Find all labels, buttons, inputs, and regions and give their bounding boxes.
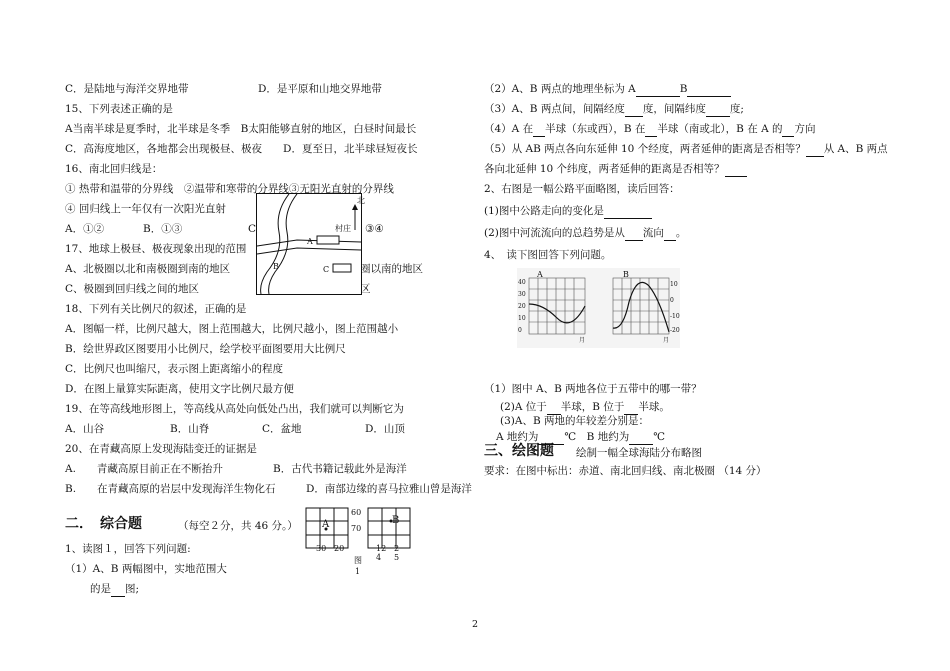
lon-20-label: 20	[334, 544, 345, 553]
chart-b-tick: 0	[670, 297, 674, 304]
r-text: 半球，B 位于	[560, 401, 625, 413]
chart-b-tick: 10	[670, 281, 678, 288]
north-label: 北	[357, 196, 365, 205]
r-text: (2)图中河流流向的总趋势是从	[484, 227, 625, 239]
q18-option-b: B．绘世界政区图要用小比例尺，绘学校平面图要用大比例尺	[65, 343, 346, 355]
r-text: 方向	[794, 123, 816, 135]
r-text: 半球。	[638, 401, 670, 413]
r-text: （4）A 在	[484, 123, 534, 135]
section-3-requirements: 要求：在图中标出：赤道、南北回归线、南北极圈 （14 分）	[484, 465, 767, 477]
r-q5-north	[484, 162, 747, 177]
page-number: 2	[472, 619, 479, 630]
lon-2-label: 2	[394, 544, 400, 553]
q15-options-cd: C．高海度地区，各地都会出现极昼、极夜 D．夏至日，北半球昼短夜长	[65, 143, 418, 155]
r-q4-part2	[500, 400, 670, 415]
q20-stem: 20、在青藏高原上发现海陆变迁的证据是	[65, 443, 257, 455]
point-b-label: B	[273, 262, 279, 271]
lat-60-label: 60	[351, 508, 362, 517]
point-a-label: A	[307, 237, 313, 246]
q15-stem: 15、下列表述正确的是	[65, 103, 173, 115]
chart-a-tick: 40	[518, 279, 526, 286]
village-label: 村庄	[335, 224, 351, 233]
chart-a-tick: 10	[518, 315, 526, 322]
q18-option-d: D．在图上量算实际距离，使用文字比例尺最方便	[65, 383, 294, 395]
r-text: B	[679, 83, 688, 95]
r-text: 半球（东或西），B 在	[545, 123, 646, 135]
section-3-note: 绘制一幅全球海陆分布略图	[576, 447, 702, 459]
q16-option-c: C	[248, 223, 257, 235]
r-q3-interval	[484, 102, 744, 117]
answer-blank[interactable]	[636, 82, 680, 97]
figure-1-number: 1	[355, 567, 361, 576]
q20-option-b: B．古代书籍记载此外是海洋	[273, 463, 407, 475]
q16-option-d: ③④	[365, 223, 384, 235]
q16-statements-2: ④ 回归线上一年仅有一次阳光直射	[65, 203, 226, 215]
r-q5-east	[484, 142, 888, 157]
answer-blank[interactable]	[624, 400, 638, 415]
q16-option-b: B．①③	[143, 223, 183, 235]
r-q2-road	[484, 204, 652, 219]
section-2-note: （每空２分，共 46 分。）	[178, 520, 298, 532]
q17-stem: 17、地球上极昼、极夜现象出现的范围	[65, 243, 247, 255]
chart-a-tick: 20	[518, 303, 526, 310]
q17-option-c: C、极圈到回归线之间的地区	[65, 283, 200, 295]
q17-option-a: A、北极圈以北和南极圈到南的地区	[65, 263, 231, 275]
r-text: (1)图中公路走向的变化是	[484, 205, 604, 217]
answer-blank[interactable]	[547, 400, 561, 415]
answer-blank[interactable]	[725, 162, 747, 177]
r-q2-river	[484, 226, 686, 241]
r-text: （3）A、B 两点间，间隔经度	[484, 103, 625, 115]
q20-option-d: D．南部边缘的喜马拉雅山曾是海洋	[306, 483, 472, 495]
q17-option-d: 区	[360, 283, 371, 295]
chart-a-tick: 0	[518, 327, 522, 334]
q18-stem: 18、下列有关比例尺的叙述，正确的是	[65, 303, 247, 315]
q16-stem: 16、南北回归线是：	[65, 163, 163, 175]
chart-b-label: B	[623, 270, 629, 279]
r-text: 从 A、B 两点	[823, 143, 888, 155]
r-text: 度;	[729, 103, 744, 115]
answer-blank[interactable]	[625, 102, 643, 117]
q16-option-a: A．①②	[65, 223, 105, 235]
q18-option-c: C．比例尺也叫缩尺，表示图上距离缩小的程度	[65, 363, 284, 375]
chart-b-month-unit: 月	[663, 337, 670, 344]
r-q4-part1: （1）图中 A、B 两地各位于五带中的哪一带？	[484, 383, 702, 395]
q16-statements-1: ① 热带和温带的分界线 ②温带和寒带的分界线③无阳光直射的分界线	[65, 183, 394, 195]
chart-a-tick: 30	[518, 291, 526, 298]
r-text: ℃	[653, 431, 665, 443]
answer-blank[interactable]	[782, 122, 794, 137]
s2-q1-stem: 1、读图１，回答下列问题:	[65, 543, 191, 555]
s2-q1-text: 图;	[125, 583, 140, 595]
lat-70-label: 70	[351, 524, 362, 533]
figure-1	[304, 506, 414, 578]
q14-option-c: C．是陆地与海洋交界地带	[65, 83, 189, 95]
q19-option-c: C．盆地	[262, 423, 302, 435]
section-2-title: 二． 综合题	[65, 516, 142, 532]
lon-12-label: 12	[376, 544, 387, 553]
answer-blank[interactable]	[533, 122, 545, 137]
road-map-figure	[256, 193, 365, 295]
lon-4-label: 4	[376, 553, 382, 562]
grid-a-label: A	[322, 519, 330, 530]
r-text: 半球（南或北），B 在 A 的	[657, 123, 783, 135]
climate-chart-figure	[517, 268, 680, 348]
r-q4-part3: (3)A、B 两地的年较差分别是：	[500, 415, 650, 427]
answer-blank[interactable]	[645, 122, 657, 137]
q20-option-c: B. 在青藏高原的岩层中发现海洋生物化石	[65, 483, 276, 495]
q15-options-ab: A当南半球是夏季时，北半球是冬季 B太阳能够直射的地区，白昼时间最长	[65, 123, 417, 135]
q20-option-a: A. 青藏高原目前正在不断抬升	[65, 463, 223, 475]
grid-b-label: B	[392, 515, 400, 526]
answer-blank[interactable]	[629, 430, 653, 445]
q19-option-a: A．山谷	[65, 423, 105, 435]
point-c-label: C	[323, 265, 330, 274]
chart-a-label: A	[537, 270, 543, 279]
r-text: 度，间隔纬度	[642, 103, 706, 115]
answer-blank[interactable]	[111, 582, 125, 597]
lon-30-label: 30	[316, 544, 327, 553]
chart-b-tick: -20	[670, 327, 680, 334]
answer-blank[interactable]	[706, 102, 730, 117]
climate-chart-drawing	[517, 268, 680, 348]
q19-option-b: B．山脊	[170, 423, 210, 435]
r-q4-stem: 4、 读下图回答下列问题。	[484, 249, 612, 261]
s2-q1-part1-cont	[90, 582, 139, 597]
answer-blank[interactable]	[806, 142, 824, 157]
s2-q1-part1: （1）A、B 两幅图中，实地范围大	[65, 563, 227, 575]
q18-option-a: A．图幅一样，比例尺越大，图上范围越大，比例尺越小，图上范围越小	[65, 323, 399, 335]
r-text: 流向	[642, 227, 664, 239]
r-text: （5）从 AB 两点各向东延伸 10 个经度，两者延伸的距离是否相等？	[484, 143, 806, 155]
r-text: (2)A 位于	[500, 401, 547, 413]
r-text: A 地约为	[496, 431, 539, 443]
r-q2-coords	[484, 82, 731, 97]
figure-1-caption: 图	[354, 556, 362, 565]
r-q2-stem: 2、右图是一幅公路平面略图，读后回答：	[484, 183, 680, 195]
r-text: 各向北延伸 10 个纬度，两者延伸的距离是否相等？	[484, 163, 725, 175]
s2-q1-text: 的是	[90, 583, 111, 595]
r-text: ℃ B 地约为	[564, 431, 630, 443]
r-text: （2）A、B 两点的地理坐标为 A	[484, 83, 636, 95]
r-q4-hemisphere	[484, 122, 815, 137]
chart-b-tick: -10	[670, 313, 680, 320]
section-3-title: 三、绘图题	[484, 443, 554, 459]
q17-option-b: 圈以南的地区	[360, 263, 423, 275]
answer-blank[interactable]	[604, 204, 652, 219]
lon-5-label: 5	[394, 553, 400, 562]
r-text: 。	[675, 227, 687, 239]
answer-blank[interactable]	[664, 226, 676, 241]
q19-option-d: D．山顶	[365, 423, 405, 435]
chart-a-month-unit: 月	[579, 337, 586, 344]
q14-option-d: D．是平原和山地交界地带	[258, 83, 382, 95]
answer-blank[interactable]	[687, 82, 731, 97]
answer-blank[interactable]	[625, 226, 643, 241]
q19-stem: 19、在等高线地形图上，等高线从高处向低处凸出，我们就可以判断它为	[65, 403, 404, 415]
